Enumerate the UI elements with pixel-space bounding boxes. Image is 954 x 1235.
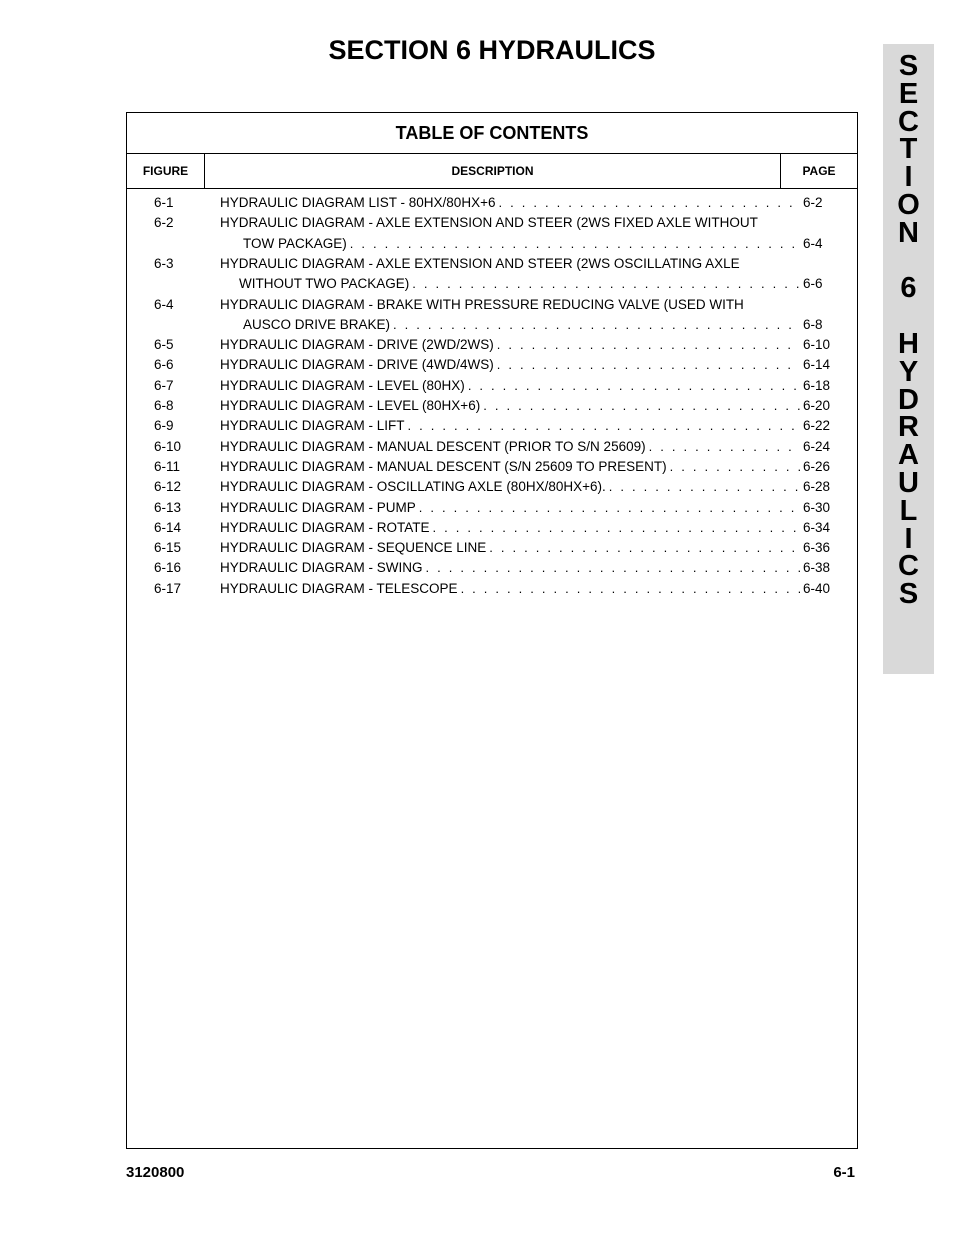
side-tab-letter: S	[898, 50, 919, 82]
toc-row[interactable]	[127, 234, 857, 254]
toc-row[interactable]	[127, 396, 857, 416]
toc-page-number: 6-6	[803, 276, 823, 292]
toc-dot-leader	[461, 579, 800, 599]
toc-dot-leader	[419, 498, 800, 518]
toc-description: HYDRAULIC DIAGRAM - PUMP	[220, 499, 416, 515]
document-number: 3120800	[126, 1164, 185, 1181]
toc-dot-leader	[350, 234, 800, 254]
side-tab-letter: A	[898, 439, 919, 472]
toc-figure-number: 6-4	[154, 296, 174, 312]
toc-description: HYDRAULIC DIAGRAM - LIFT	[220, 418, 405, 434]
toc-figure-number: 6-14	[154, 519, 182, 535]
toc-dot-leader	[433, 518, 800, 538]
toc-figure-number: 6-15	[154, 540, 182, 556]
toc-dot-leader	[497, 335, 800, 355]
toc-description: HYDRAULIC DIAGRAM - BRAKE WITH PRESSURE REDUCING VALVE (USED WITH	[220, 296, 744, 312]
side-tab-letter: L	[899, 494, 918, 527]
column-header-figure: FIGURE	[127, 154, 205, 188]
toc-description: HYDRAULIC DIAGRAM - MANUAL DESCENT (PRIOR TO S/N 25609)	[220, 438, 646, 454]
toc-row[interactable]	[127, 193, 857, 213]
toc-dot-leader	[412, 274, 800, 294]
page-title: SECTION 6 HYDRAULICS	[328, 35, 656, 65]
toc-description: HYDRAULIC DIAGRAM - SWING	[220, 560, 423, 576]
side-tab-letter: Y	[898, 355, 919, 388]
toc-dot-leader	[489, 538, 800, 558]
toc-description: HYDRAULIC DIAGRAM - LEVEL (80HX+6)	[220, 398, 481, 413]
side-tab-letter: E	[898, 77, 919, 110]
toc-heading: TABLE OF CONTENTS	[127, 113, 857, 154]
side-tab-letter: C	[898, 550, 919, 583]
toc-description: HYDRAULIC DIAGRAM - MANUAL DESCENT (S/N 25609 TO PRESENT)	[220, 458, 667, 474]
toc-page-number: 6-30	[803, 499, 831, 515]
toc-figure-number: 6-12	[154, 479, 182, 495]
toc-row[interactable]	[127, 213, 857, 233]
side-tab-letter: T	[899, 133, 918, 166]
toc-figure-number: 6-16	[154, 560, 182, 576]
toc-page-number: 6-10	[803, 337, 831, 353]
toc-row[interactable]	[127, 335, 857, 355]
toc-dot-leader	[468, 376, 800, 396]
side-tab-letter: 6	[900, 272, 917, 305]
toc-dot-leader	[670, 457, 800, 477]
toc-page-number: 6-26	[803, 458, 831, 474]
toc-description: HYDRAULIC DIAGRAM - SEQUENCE LINE	[220, 540, 487, 556]
toc-figure-number: 6-2	[154, 215, 174, 231]
toc-page-number: 6-36	[803, 540, 831, 556]
toc-row[interactable]	[127, 457, 857, 477]
toc-row[interactable]	[127, 518, 857, 538]
toc-row[interactable]	[127, 355, 857, 375]
column-header-description: DESCRIPTION	[205, 154, 781, 188]
section-side-tab	[883, 44, 934, 674]
toc-figure-number: 6-11	[154, 458, 181, 474]
side-tab-letter: S	[898, 578, 919, 611]
side-tab-letter: D	[898, 383, 919, 416]
side-tab-letter: R	[898, 411, 919, 444]
toc-description: WITHOUT TWO PACKAGE)	[239, 276, 410, 292]
toc-row[interactable]	[127, 558, 857, 578]
toc-description: HYDRAULIC DIAGRAM - OSCILLATING AXLE (80HX/80HX+6).	[220, 479, 606, 495]
toc-dot-leader	[609, 477, 800, 497]
toc-description: HYDRAULIC DIAGRAM - AXLE EXTENSION AND STEER (2WS FIXED AXLE WITHOUT	[220, 215, 758, 231]
toc-figure-number: 6-8	[154, 398, 174, 413]
toc-dot-leader	[483, 396, 800, 416]
side-tab-letter: O	[897, 189, 920, 221]
toc-page-number: 6-14	[803, 357, 831, 373]
toc-row[interactable]	[127, 274, 857, 294]
toc-page-number: 6-4	[803, 235, 823, 251]
toc-page-number: 6-24	[803, 438, 831, 454]
toc-description: HYDRAULIC DIAGRAM LIST - 80HX/80HX+6	[220, 195, 496, 210]
toc-page-number: 6-20	[803, 398, 831, 413]
toc-page-number: 6-38	[803, 560, 831, 576]
toc-row[interactable]	[127, 538, 857, 558]
side-tab-letter: N	[898, 216, 919, 249]
toc-description: HYDRAULIC DIAGRAM - DRIVE (2WD/2WS)	[220, 337, 494, 353]
side-tab-letter: U	[898, 467, 919, 499]
toc-figure-number: 6-9	[154, 418, 174, 434]
toc-row[interactable]	[127, 254, 857, 274]
toc-page-number: 6-28	[803, 479, 831, 495]
toc-row[interactable]	[127, 376, 857, 396]
toc-dot-leader	[497, 355, 800, 375]
toc-page-number: 6-18	[803, 377, 831, 393]
toc-row[interactable]	[127, 437, 857, 457]
toc-dot-leader	[649, 437, 800, 457]
toc-row[interactable]	[127, 416, 857, 436]
toc-figure-number: 6-6	[154, 357, 174, 373]
toc-dot-leader	[408, 416, 800, 436]
side-tab-letter: I	[904, 161, 913, 194]
toc-figure-number: 6-13	[154, 499, 182, 515]
page-number: 6-1	[833, 1164, 855, 1181]
toc-figure-number: 6-1	[154, 195, 174, 210]
toc-page-number: 6-40	[803, 580, 831, 596]
toc-page-number: 6-22	[803, 418, 831, 434]
toc-description: TOW PACKAGE)	[243, 235, 347, 251]
toc-row[interactable]	[127, 498, 857, 518]
toc-description: AUSCO DRIVE BRAKE)	[243, 316, 391, 332]
toc-page-number: 6-8	[803, 316, 823, 332]
toc-page-number: 6-34	[803, 519, 831, 535]
toc-row[interactable]	[127, 477, 857, 497]
side-tab-letter: C	[898, 105, 919, 138]
toc-row[interactable]	[127, 315, 857, 335]
toc-description: HYDRAULIC DIAGRAM - TELESCOPE	[220, 580, 458, 596]
toc-dot-leader	[426, 558, 800, 578]
column-header-page: PAGE	[802, 164, 836, 178]
toc-page-number: 6-2	[803, 195, 823, 210]
toc-dot-leader	[498, 193, 800, 213]
side-tab-letter: I	[904, 522, 913, 555]
toc-description: HYDRAULIC DIAGRAM - ROTATE	[220, 519, 430, 535]
toc-figure-number: 6-7	[154, 377, 174, 393]
toc-figure-number: 6-10	[154, 438, 182, 454]
toc-row[interactable]	[127, 579, 857, 599]
table-of-contents	[126, 112, 858, 1149]
toc-row[interactable]	[127, 295, 857, 315]
side-tab-letter: H	[898, 328, 919, 360]
toc-figure-number: 6-5	[154, 337, 174, 353]
toc-figure-number: 6-17	[154, 580, 182, 596]
toc-description: HYDRAULIC DIAGRAM - AXLE EXTENSION AND STEER (2WS OSCILLATING AXLE	[220, 255, 740, 271]
toc-description: HYDRAULIC DIAGRAM - LEVEL (80HX)	[220, 377, 465, 393]
toc-description: HYDRAULIC DIAGRAM - DRIVE (4WD/4WS)	[220, 357, 494, 373]
toc-figure-number: 6-3	[154, 255, 174, 271]
toc-column-header	[127, 154, 857, 189]
toc-dot-leader	[393, 315, 800, 335]
